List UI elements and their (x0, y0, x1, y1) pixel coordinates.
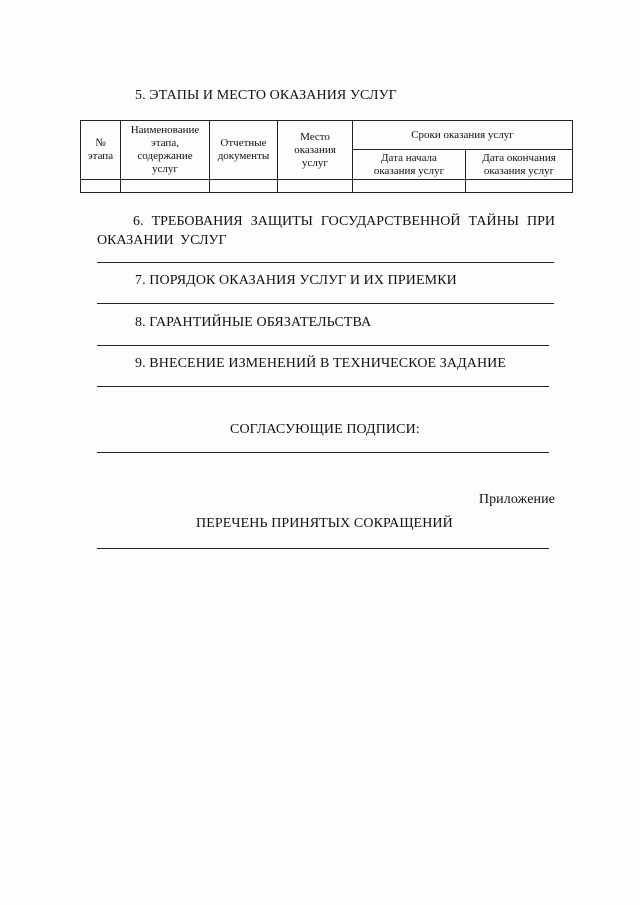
fill-line-section9 (97, 386, 549, 387)
table-cell (81, 180, 121, 193)
header-service-terms (353, 121, 573, 150)
header-stage-name (121, 121, 210, 180)
section9-heading: 9. ВНЕСЕНИЕ ИЗМЕНЕНИЙ В ТЕХНИЧЕСКОЕ ЗАДАНИЕ (135, 356, 507, 371)
table-cell (353, 180, 466, 193)
header-stage-name-text: Наименование этапа, содержание услуг (130, 124, 200, 175)
section6-heading-text: 6. ТРЕБОВАНИЯ ЗАЩИТЫ ГОСУДАРСТВЕННОЙ ТАЙНЫ ПРИ ОКАЗАНИИ УСЛУГ (97, 214, 555, 248)
signatures-heading: СОГЛАСУЮЩИЕ ПОДПИСИ: (230, 422, 420, 437)
table-cell (278, 180, 353, 193)
appendix-label: Приложение (478, 492, 555, 507)
header-service-terms-text: Сроки оказания услуг (411, 128, 514, 141)
section8-heading: 8. ГАРАНТИЙНЫЕ ОБЯЗАТЕЛЬСТВА (135, 315, 372, 330)
table-cell (121, 180, 210, 193)
fill-line-section7 (97, 303, 554, 304)
section5-heading: 5. ЭТАПЫ И МЕСТО ОКАЗАНИЯ УСЛУГ (135, 88, 397, 103)
fill-line-section6 (97, 262, 554, 263)
header-report-docs (210, 121, 278, 180)
table-cell (466, 180, 573, 193)
header-stage-number (81, 121, 121, 180)
section6-heading (97, 212, 555, 250)
appendix-title: ПЕРЕЧЕНЬ ПРИНЯТЫХ СОКРАЩЕНИЙ (196, 516, 453, 531)
header-report-docs-text: Отчетные документы (217, 137, 270, 162)
header-end-date-text: Дата окончания оказания услуг (482, 151, 556, 177)
stages-table (80, 120, 573, 193)
header-end-date (466, 150, 573, 180)
header-start-date-text: Дата начала оказания услуг (373, 151, 445, 177)
header-start-date (353, 150, 466, 180)
header-service-place-text: Место оказания услуг (294, 130, 336, 169)
section7-heading: 7. ПОРЯДОК ОКАЗАНИЯ УСЛУГ И ИХ ПРИЕМКИ (135, 273, 457, 288)
table-row (81, 180, 573, 193)
fill-line-appendix (97, 548, 549, 549)
header-service-place (278, 121, 353, 180)
fill-line-signatures (97, 452, 549, 453)
fill-line-section8 (97, 345, 549, 346)
table-cell (210, 180, 278, 193)
header-stage-number-text: № этапа (87, 137, 114, 162)
